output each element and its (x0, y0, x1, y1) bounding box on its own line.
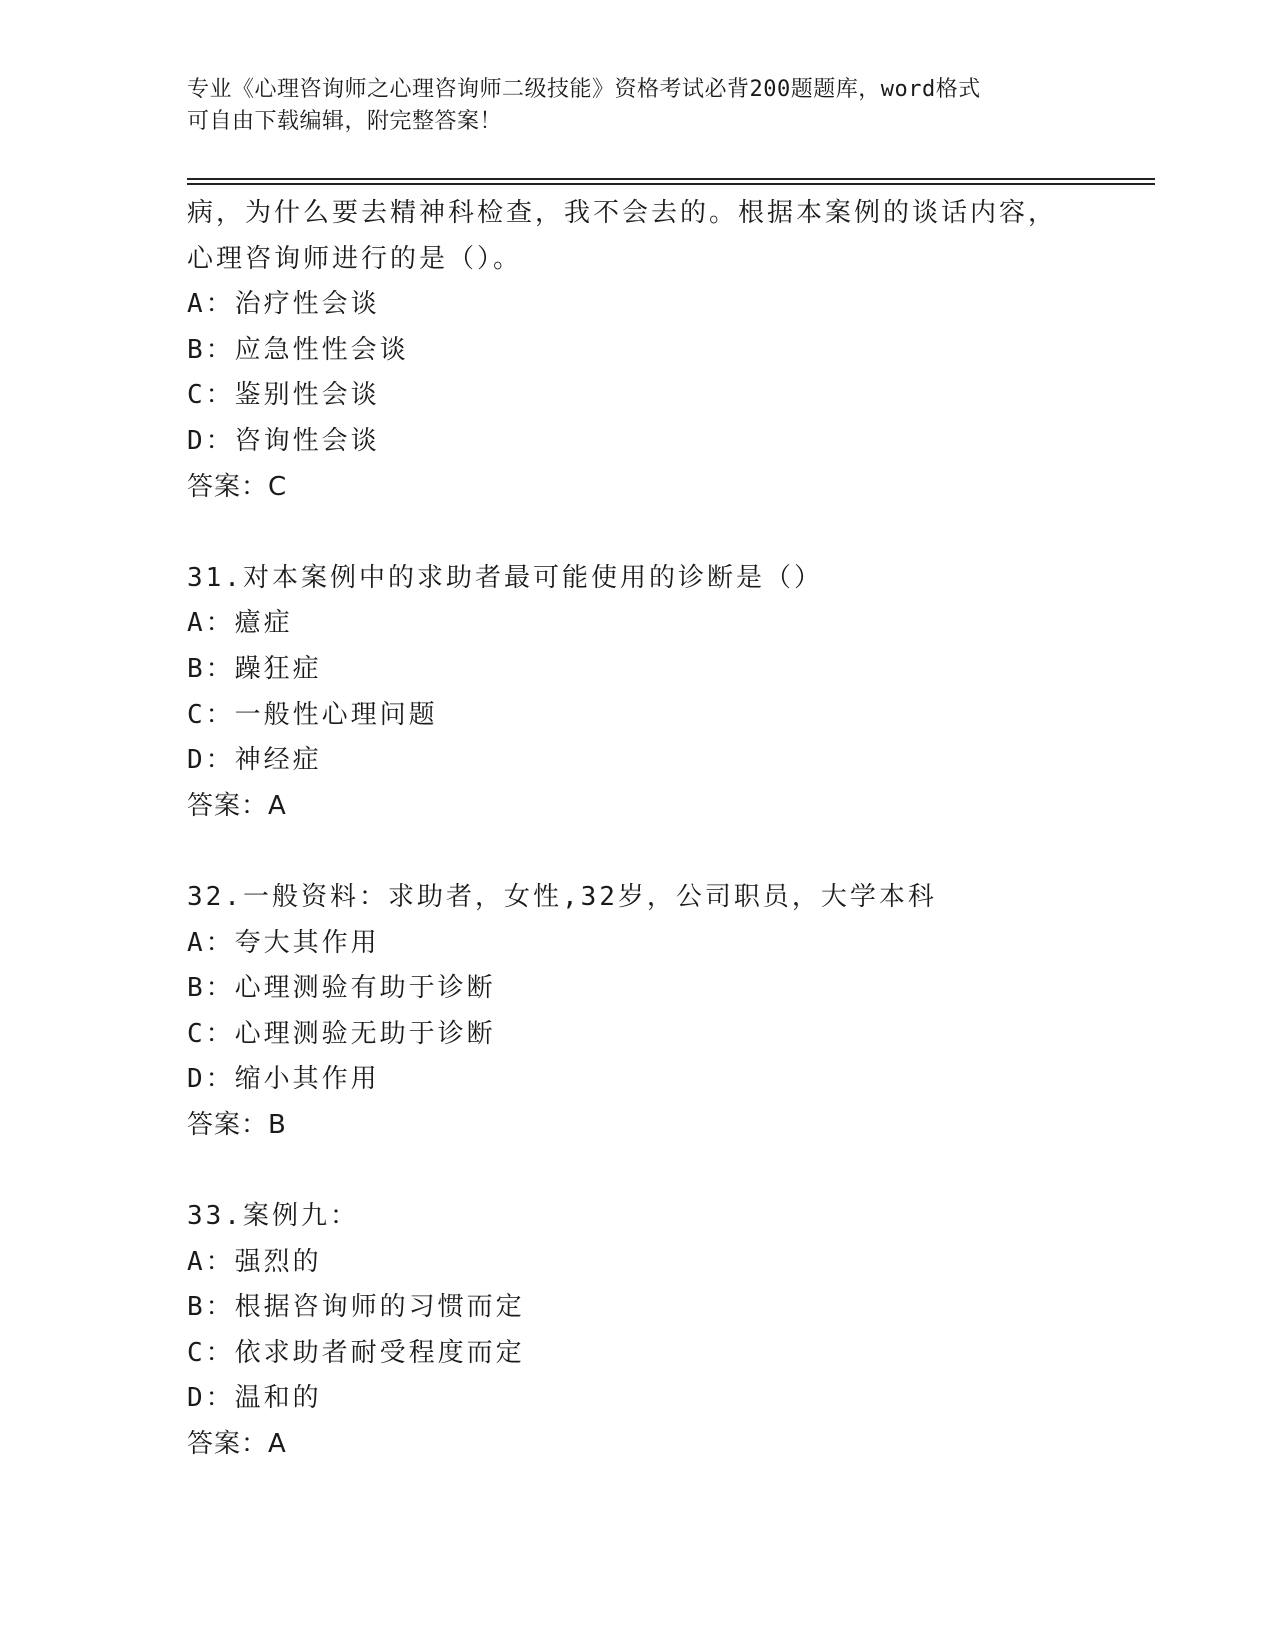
option-d: D：温和的 (187, 1383, 322, 1414)
option-a: A：夸大其作用 (187, 927, 380, 958)
question-spacer (187, 829, 1127, 875)
question-33 (187, 1194, 1127, 1468)
option-c: C：依求助者耐受程度而定 (187, 1337, 525, 1368)
answer-label: 答案：A (187, 790, 287, 821)
question-content (187, 191, 1127, 1468)
option-b: B：心理测验有助于诊断 (187, 973, 496, 1004)
question-text: 心理咨询师进行的是（）。 (187, 243, 523, 274)
header-line-1: 专业《心理咨询师之心理咨询师二级技能》资格考试必背200题题库，word格式 (187, 77, 981, 102)
question-spacer (187, 510, 1127, 556)
option-c: C：一般性心理问题 (187, 699, 438, 730)
header-divider-top (187, 178, 1155, 180)
question-32 (187, 875, 1127, 1149)
header-line-2: 可自由下载编辑，附完整答案！ (187, 109, 503, 134)
question-text: 病，为什么要去精神科检查，我不会去的。根据本案例的谈话内容， (187, 198, 1058, 228)
option-d: D：缩小其作用 (187, 1064, 380, 1095)
option-c: C：心理测验无助于诊断 (187, 1018, 496, 1049)
question-spacer (187, 1148, 1127, 1194)
option-a: A：癔症 (187, 608, 293, 639)
document-header (187, 74, 1087, 138)
option-d: D：神经症 (187, 745, 322, 776)
option-b: B：应急性性会谈 (187, 334, 409, 365)
header-divider-bottom (187, 183, 1155, 185)
answer-label: 答案：B (187, 1109, 287, 1140)
answer-label: 答案：C (187, 471, 288, 502)
option-c: C：鉴别性会谈 (187, 380, 380, 411)
option-a: A：治疗性会谈 (187, 289, 380, 320)
question-stem: 33.案例九： (187, 1201, 359, 1232)
question-stem: 31.对本案例中的求助者最可能使用的诊断是（） (187, 562, 823, 593)
question-continuation (187, 191, 1127, 510)
question-stem: 32.一般资料：求助者，女性,32岁，公司职员，大学本科 (187, 881, 937, 912)
option-d: D：咨询性会谈 (187, 425, 380, 456)
option-b: B：根据咨询师的习惯而定 (187, 1292, 525, 1323)
answer-label: 答案：A (187, 1429, 287, 1460)
question-31 (187, 556, 1127, 830)
option-b: B：躁狂症 (187, 653, 322, 684)
option-a: A：强烈的 (187, 1246, 322, 1277)
